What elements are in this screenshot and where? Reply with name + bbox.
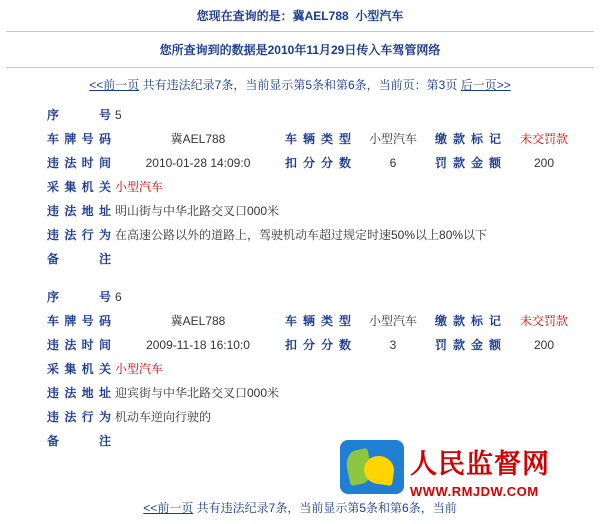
label-violation-act: 违法行为 xyxy=(47,228,111,242)
prev-page-link-bottom[interactable]: <<前一页 xyxy=(143,501,194,515)
value-collect-org: 小型汽车 xyxy=(115,180,164,194)
value-violation-place: 迎宾街与中华北路交叉口000米 xyxy=(115,386,280,400)
value-remark xyxy=(113,247,585,271)
table-row xyxy=(15,357,585,381)
value-points: 6 xyxy=(389,156,397,170)
value-fine-amount: 200 xyxy=(533,338,555,352)
table-row xyxy=(15,285,585,309)
record-table xyxy=(15,285,585,453)
value-plate: 冀AEL788 xyxy=(170,314,226,328)
next-page-link-top[interactable]: 后一页>> xyxy=(460,78,511,92)
query-header-vehicle-type: 小型汽车 xyxy=(355,9,404,23)
watermark xyxy=(340,440,596,510)
query-header-plate: 冀AEL788 xyxy=(292,9,349,23)
records-list xyxy=(0,99,600,453)
label-violation-time: 违法时间 xyxy=(47,338,111,352)
label-remark: 备 注 xyxy=(47,434,111,448)
label-vehicle-type: 车辆类型 xyxy=(285,314,351,328)
label-plate: 车牌号码 xyxy=(47,132,111,146)
value-payment-mark: 未交罚款 xyxy=(519,132,568,146)
label-collect-org: 采集机关 xyxy=(47,362,111,376)
rmjdw-logo-icon xyxy=(340,440,404,494)
table-row xyxy=(15,247,585,271)
record-table xyxy=(15,103,585,271)
table-row xyxy=(15,199,585,223)
label-plate: 车牌号码 xyxy=(47,314,111,328)
label-fine-amount: 罚款金额 xyxy=(435,338,501,352)
value-plate: 冀AEL788 xyxy=(170,132,226,146)
value-vehicle-type: 小型汽车 xyxy=(368,132,417,146)
value-collect-org: 小型汽车 xyxy=(115,362,164,376)
record-separator xyxy=(0,271,600,285)
watermark-url: WWW.RMJDW.COM xyxy=(410,484,539,499)
value-seq: 6 xyxy=(115,290,122,304)
data-date-banner: 您所查询到的数据是2010年11月29日传入车驾管网络 xyxy=(159,43,441,57)
table-row xyxy=(15,309,585,333)
query-header-label: 您现在查询的是： xyxy=(196,9,293,23)
value-vehicle-type: 小型汽车 xyxy=(368,314,417,328)
table-row xyxy=(15,127,585,151)
value-payment-mark: 未交罚款 xyxy=(519,314,568,328)
label-payment-mark: 缴款标记 xyxy=(435,314,501,328)
value-violation-place: 明山街与中华北路交叉口000米 xyxy=(115,204,280,218)
label-fine-amount: 罚款金额 xyxy=(435,156,501,170)
label-seq: 序 号 xyxy=(47,108,111,122)
label-payment-mark: 缴款标记 xyxy=(435,132,501,146)
value-violation-time: 2009-11-18 16:10:0 xyxy=(146,338,250,352)
label-remark: 备 注 xyxy=(47,252,111,266)
label-points: 扣分分数 xyxy=(285,156,351,170)
value-seq: 5 xyxy=(115,108,122,122)
query-header xyxy=(0,0,600,31)
table-row xyxy=(15,151,585,175)
label-vehicle-type: 车辆类型 xyxy=(285,132,351,146)
label-violation-act: 违法行为 xyxy=(47,410,111,424)
table-row xyxy=(15,103,585,127)
table-row xyxy=(15,333,585,357)
label-violation-place: 违法地址 xyxy=(47,386,111,400)
table-row xyxy=(15,381,585,405)
label-points: 扣分分数 xyxy=(285,338,351,352)
label-violation-place: 违法地址 xyxy=(47,204,111,218)
pagination-summary-bottom: 共有违法纪录7条，当前显示第5条和第6条，当前 xyxy=(196,501,457,515)
pagination-summary-top: 共有违法纪录7条，当前显示第5条和第6条，当前页：第3页 xyxy=(142,78,458,92)
value-points: 3 xyxy=(389,338,397,352)
watermark-brand: 人民监督网 xyxy=(410,449,550,480)
table-row xyxy=(15,223,585,247)
label-collect-org: 采集机关 xyxy=(47,180,111,194)
value-fine-amount: 200 xyxy=(533,156,555,170)
label-violation-time: 违法时间 xyxy=(47,156,111,170)
prev-page-link-top[interactable]: <<前一页 xyxy=(89,78,140,92)
value-violation-act: 在高速公路以外的道路上，驾驶机动车超过规定时速50%以上80%以下 xyxy=(115,228,488,242)
value-violation-act: 机动车逆向行驶的 xyxy=(115,410,212,424)
table-row xyxy=(15,175,585,199)
value-violation-time: 2010-01-28 14:09:0 xyxy=(145,156,251,170)
table-row xyxy=(15,405,585,429)
pagination-top xyxy=(0,68,600,99)
label-seq: 序 号 xyxy=(47,290,111,304)
